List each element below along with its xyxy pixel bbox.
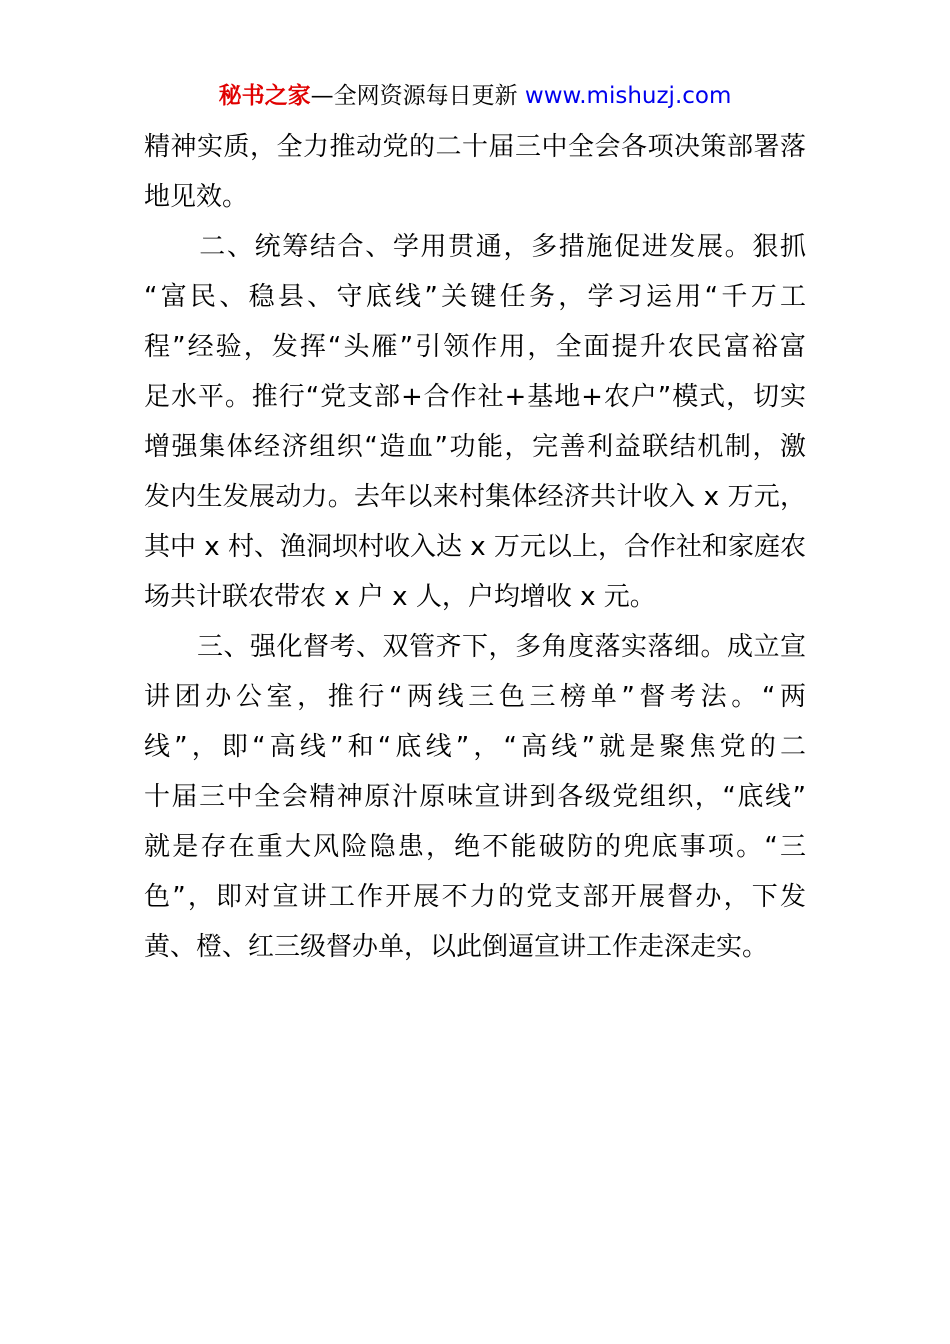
document-body xyxy=(144,122,806,972)
text-line: 讲团办公室，推行“两线三色三榜单”督考法。“两 xyxy=(144,682,806,712)
text-line: 三、强化督考、双管齐下，多角度落实落细。成立宣 xyxy=(144,632,806,662)
text-line: 二、统筹结合、学用贯通，多措施促进发展。狠抓 xyxy=(144,232,806,262)
text-line: 场共计联农带农 x 户 x 人，户均增收 x 元。 xyxy=(144,582,656,612)
text-line: 足水平。推行“党支部+合作社+基地+农户”模式，切实 xyxy=(144,382,806,412)
text-line: 色”，即对宣讲工作开展不力的党支部开展督办，下发 xyxy=(144,882,806,912)
text-line: 增强集体经济组织“造血”功能，完善利益联结机制，激 xyxy=(144,432,806,462)
text-line: 十届三中全会精神原汁原味宣讲到各级党组织，“底线” xyxy=(144,782,806,812)
text-line: 程”经验，发挥“头雁”引领作用，全面提升农民富裕富 xyxy=(144,332,806,362)
site-tagline: —全网资源每日更新 xyxy=(310,83,525,109)
text-line: “富民、稳县、守底线”关键任务，学习运用“千万工 xyxy=(144,282,806,312)
site-url-link[interactable]: www.mishuzj.com xyxy=(524,83,732,109)
text-line: 线”，即“高线”和“底线”，“高线”就是聚焦党的二 xyxy=(144,732,806,762)
text-line: 精神实质，全力推动党的二十届三中全会各项决策部署落 xyxy=(144,132,806,162)
site-header xyxy=(0,80,950,112)
text-line: 发内生发展动力。去年以来村集体经济共计收入 x 万元， xyxy=(144,482,806,512)
text-line: 就是存在重大风险隐患，绝不能破防的兜底事项。“三 xyxy=(144,832,806,862)
text-line: 黄、橙、红三级督办单，以此倒逼宣讲工作走深走实。 xyxy=(144,932,769,962)
text-line: 其中 x 村、渔洞坝村收入达 x 万元以上，合作社和家庭农 xyxy=(144,532,806,562)
text-line: 地见效。 xyxy=(144,182,249,212)
site-brand: 秘书之家 xyxy=(218,83,311,109)
